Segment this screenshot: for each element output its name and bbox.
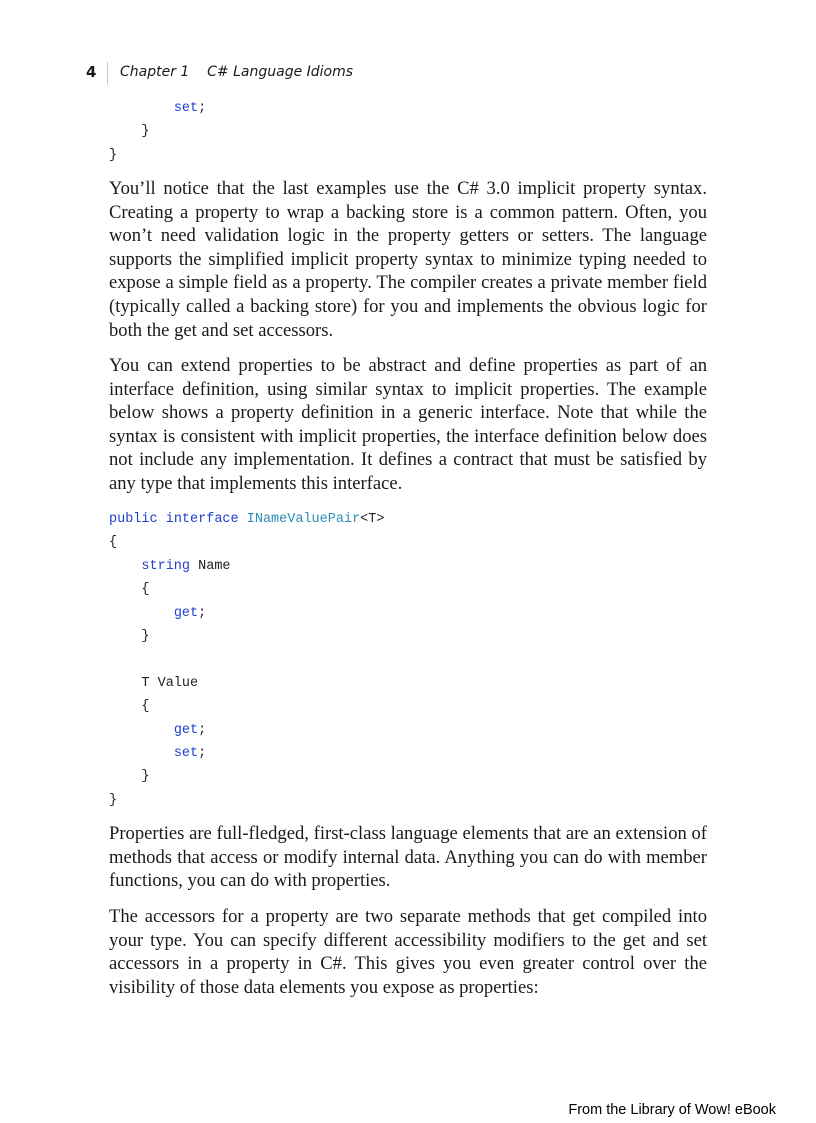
paragraph-accessor-modifiers: The accessors for a property are two separate methods that get compiled into your type. You can specify different accessibility modifiers to the get and set accessors in a property in C#. This gives you even greater control over the visibility of those data elements you expose as properties:: [109, 906, 707, 998]
code-keyword: interface: [165, 512, 239, 527]
code-block-interface: public interface INameValuePair<T> { string Name { get; } T Value { get; set; } }: [109, 512, 385, 808]
library-watermark: From the Library of Wow! eBook: [568, 1102, 776, 1118]
code-keyword: get: [173, 605, 199, 621]
code-brace: }: [141, 124, 150, 140]
paragraph-first-class-properties: Properties are full-fledged, first-class language elements that are an extension of methods that access or modify internal data. Anything you can do with member functions, you can do with properties.: [109, 823, 707, 892]
paragraph-implicit-properties: You’ll notice that the last examples use the C# 3.0 implicit property syntax. Creating a property to wrap a backing store is a common pattern. Often, you won’t need validation logic in the property getters or setters. The language supports the simplified implicit property syntax to minimize typing needed to expose a simple field as a property. The compiler creates a private member field (typically called a backing store) for you and implements the obvious logic for both the get and set accessors.: [109, 178, 707, 341]
chapter-title: C# Language Idioms: [207, 64, 354, 80]
page-number: 4: [86, 63, 97, 81]
code-type-name: INameValuePair: [246, 512, 361, 527]
code-keyword: get: [173, 722, 199, 738]
header-divider: [107, 62, 108, 84]
page-header: [0, 62, 816, 84]
paragraph-interface-properties: You can extend properties to be abstract and define properties as part of an interface definition, using similar syntax to implicit properties. The example below shows a property definition in a generic interface. Note that while the syntax is consistent with implicit properties, the interface definition below does not include any implementation. It defines a contract that must be satisfied by any type that implements this interface.: [109, 355, 707, 494]
running-head: [120, 62, 353, 82]
code-keyword: string: [141, 558, 191, 574]
code-brace: }: [109, 147, 118, 163]
chapter-number: Chapter 1: [120, 64, 190, 80]
code-keyword: public: [109, 512, 158, 527]
code-keyword: set: [173, 746, 199, 762]
code-block-top: set; } }: [109, 101, 207, 163]
code-keyword: set: [173, 101, 199, 116]
